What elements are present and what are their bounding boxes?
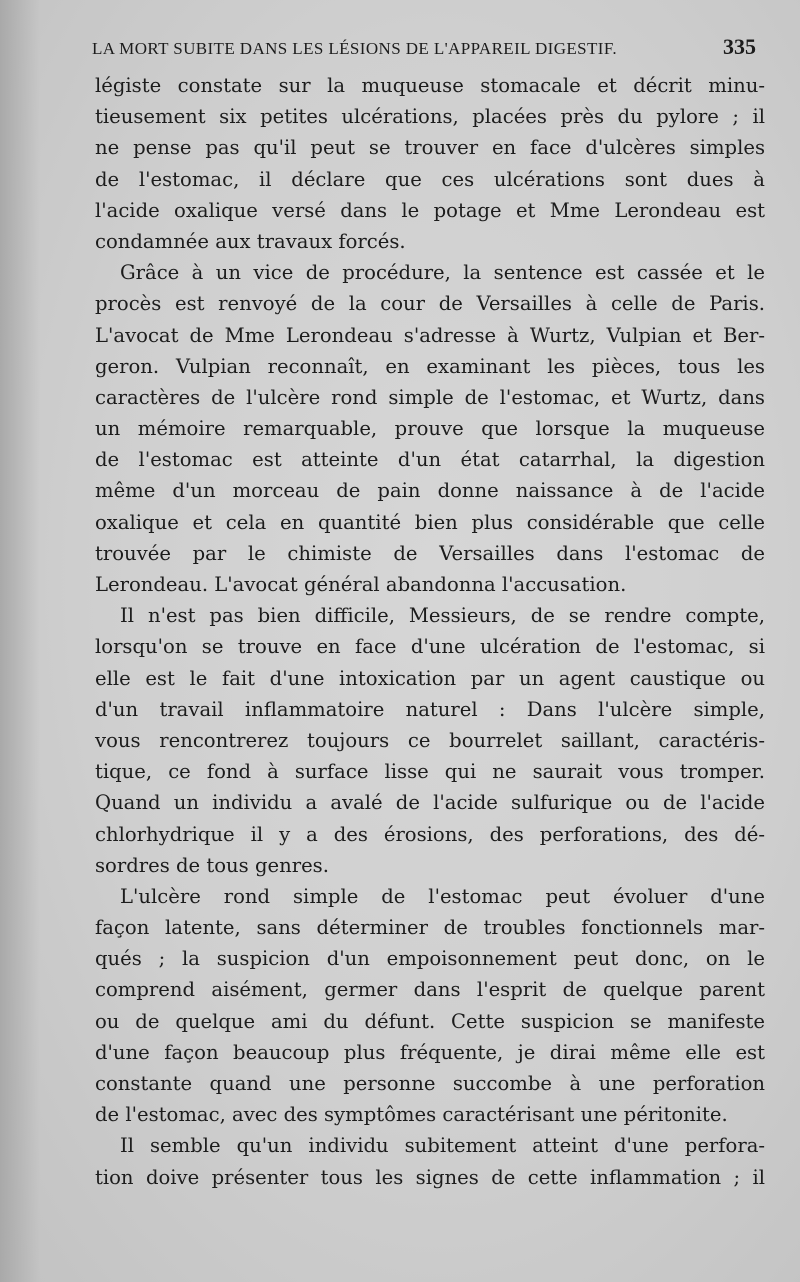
paragraph [95,257,765,600]
text-line: même d'un morceau de pain donne naissance à de l'acide [95,479,765,503]
text-line: vous rencontrerez toujours ce bourrelet saillant, caractéris- [95,728,765,752]
text-line: trouvée par le chimiste de Versailles dans l'estomac de [95,541,765,565]
text-line: l'acide oxalique versé dans le potage et Mme Lerondeau est [95,198,765,222]
text-line: tique, ce fond à surface lisse qui ne saurait vous tromper. [95,760,765,784]
text-line: geron. Vulpian reconnaît, en examinant les pièces, tous les [95,354,765,378]
text-line: de l'estomac, il déclare que ces ulcérations sont dues à [95,167,765,191]
paragraph [95,1130,765,1192]
body-text [95,70,765,1193]
text-line: un mémoire remarquable, prouve que lorsque la muqueuse [95,417,765,441]
text-line: qués ; la suspicion d'un empoisonnement peut donc, on le [95,947,765,971]
text-line: Quand un individu a avalé de l'acide sulfurique ou de l'acide [95,791,765,815]
text-line: constante quand une personne succombe à une perforation [95,1072,765,1095]
text-line: caractères de l'ulcère rond simple de l'estomac, et Wurtz, dans [95,385,765,409]
gutter-shadow [0,0,40,1282]
text-line: ne pense pas qu'il peut se trouver en face d'ulcères simples [95,136,765,160]
text-line: tion doive présenter tous les signes de cette inflammation ; il [95,1165,765,1189]
text-line: procès est renvoyé de la cour de Versailles à celle de Paris. [95,292,765,316]
text-line: Il n'est pas bien difficile, Messieurs, de se rendre compte, [120,604,765,628]
paragraph [95,881,765,1131]
text-line: de l'estomac, avec des symptômes caractérisant une péritonite. [95,1103,728,1127]
text-line: sordres de tous genres. [95,853,329,877]
text-line: condamnée aux travaux forcés. [95,229,406,253]
text-line: lorsqu'on se trouve en face d'une ulcération de l'estomac, si [95,635,765,659]
text-line: d'un travail inflammatoire naturel : Dans l'ulcère simple, [95,697,765,721]
text-line: tieusement six petites ulcérations, placées près du pylore ; il [95,105,765,129]
running-head [92,34,756,62]
text-line: façon latente, sans déterminer de troubles fonctionnels mar- [95,916,765,940]
text-line: Il semble qu'un individu subitement atteint d'une perfora- [120,1134,765,1158]
text-line: L'ulcère rond simple de l'estomac peut évoluer d'une [120,884,765,908]
paragraph [95,70,765,257]
text-line: oxalique et cela en quantité bien plus considérable que celle [95,510,765,534]
running-title: LA MORT SUBITE DANS LES LÉSIONS DE L'APPAREIL DIGESTIF. [92,39,618,58]
page-number: 335 [723,34,756,59]
text-line: d'une façon beaucoup plus fréquente, je dirai même elle est [95,1040,765,1064]
text-line: comprend aisément, germer dans l'esprit de quelque parent [95,978,765,1002]
text-line: de l'estomac est atteinte d'un état catarrhal, la digestion [95,448,765,472]
text-line: elle est le fait d'une intoxication par un agent caustique ou [95,666,765,690]
text-line: chlorhydrique il y a des érosions, des perforations, des dé- [95,822,765,846]
text-line: Grâce à un vice de procédure, la sentence est cassée et le [120,261,765,285]
text-line: légiste constate sur la muqueuse stomacale et décrit minu- [95,74,765,97]
text-line: ou de quelque ami du défunt. Cette suspicion se manifeste [95,1009,765,1033]
text-line: Lerondeau. L'avocat général abandonna l'accusation. [95,573,627,596]
text-line: L'avocat de Mme Lerondeau s'adresse à Wurtz, Vulpian et Ber- [95,323,765,347]
paragraph [95,600,765,881]
